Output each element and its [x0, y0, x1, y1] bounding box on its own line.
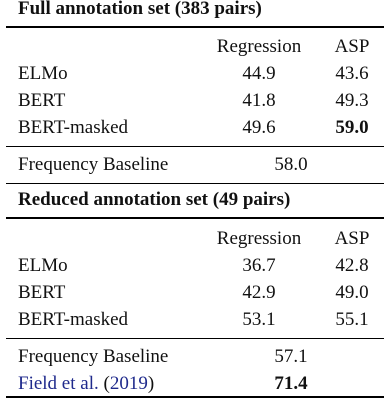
reduced-baseline-value: 57.1	[274, 346, 308, 367]
full-row-bert-regression: 41.8	[242, 90, 276, 111]
field-value: 71.4	[274, 373, 308, 394]
full-title-rule	[6, 26, 384, 28]
full-row-label-elmo: ELMo	[18, 63, 68, 84]
full-header-regression: Regression	[216, 36, 302, 57]
reduced-row-bert-regression: 42.9	[242, 282, 276, 303]
section-divider-rule	[6, 183, 384, 184]
reduced-set-title: Reduced annotation set (49 pairs)	[18, 189, 291, 210]
full-row-bert-asp: 49.3	[335, 90, 369, 111]
full-baseline-rule	[6, 146, 384, 147]
full-set-title: Full annotation set (383 pairs)	[18, 0, 262, 19]
field-citation-year[interactable]: 2019	[109, 373, 148, 394]
reduced-row-bert-masked-asp: 55.1	[335, 309, 369, 330]
reduced-header-asp: ASP	[334, 228, 370, 249]
reduced-header-regression: Regression	[216, 228, 302, 249]
full-row-label-bert: BERT	[18, 90, 66, 111]
full-row-bert-masked-asp: 59.0	[335, 117, 369, 138]
reduced-row-bert-masked-regression: 53.1	[242, 309, 276, 330]
full-baseline-value: 58.0	[274, 154, 308, 175]
reduced-row-label-elmo: ELMo	[18, 255, 68, 276]
field-citation[interactable]: Field et al. (2019)	[18, 373, 155, 394]
reduced-baseline-rule	[6, 338, 384, 339]
field-citation-author[interactable]: Field et al.	[18, 373, 99, 394]
reduced-row-label-bert: BERT	[18, 282, 66, 303]
full-row-elmo-asp: 43.6	[335, 63, 369, 84]
full-row-bert-masked-regression: 49.6	[242, 117, 276, 138]
full-row-elmo-regression: 44.9	[242, 63, 276, 84]
full-header-asp: ASP	[334, 36, 370, 57]
full-row-label-bert-masked: BERT-masked	[18, 117, 129, 138]
reduced-title-rule	[6, 217, 384, 219]
reduced-row-elmo-asp: 42.8	[335, 255, 369, 276]
reduced-row-label-bert-masked: BERT-masked	[18, 309, 129, 330]
reduced-row-elmo-regression: 36.7	[242, 255, 276, 276]
reduced-row-bert-asp: 49.0	[335, 282, 369, 303]
reduced-baseline-label: Frequency Baseline	[18, 346, 169, 367]
full-baseline-label: Frequency Baseline	[18, 154, 169, 175]
